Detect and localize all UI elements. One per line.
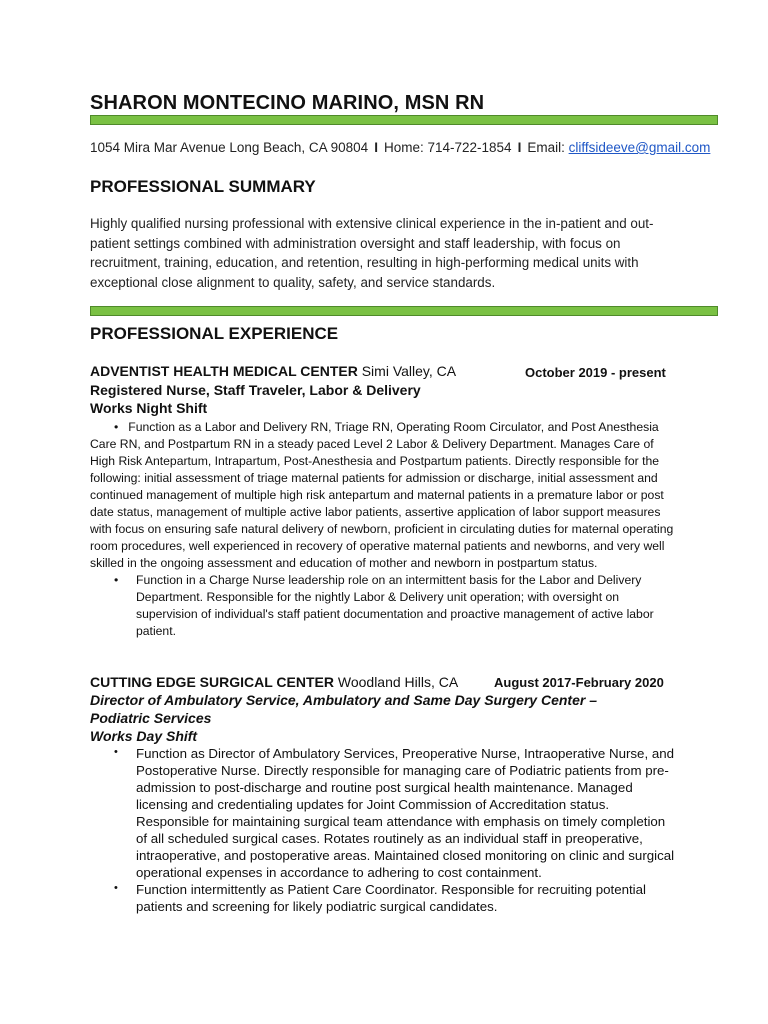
job-1-header: [90, 363, 456, 379]
job-2-role-line-2: Podiatric Services: [90, 710, 212, 726]
job-2-role-line-1: Director of Ambulatory Service, Ambulatory and Same Day Surgery Center –: [90, 692, 598, 708]
list-item: [90, 419, 676, 572]
job-2-bullets: [114, 745, 676, 915]
email-link[interactable]: cliffsideeve@gmail.com: [568, 140, 711, 155]
job-2-location: Woodland Hills, CA: [337, 674, 459, 690]
candidate-name: SHARON MONTECINO MARINO, MSN RN: [90, 92, 485, 114]
experience-heading: PROFESSIONAL EXPERIENCE: [90, 324, 339, 343]
bullet-text: Function intermittently as Patient Care Coordinator. Responsible for recruiting potential patients and screening for likely podiatric surgical candidates.: [136, 882, 646, 914]
job-1-organization: ADVENTIST HEALTH MEDICAL CENTER: [90, 363, 358, 379]
bullet-glyph: •: [114, 882, 118, 894]
job-2-shift: Works Day Shift: [90, 728, 198, 744]
list-item: [114, 745, 676, 881]
bullet-glyph: •: [114, 573, 119, 587]
home-phone: Home: 714-722-1854: [383, 140, 512, 155]
job-1-bullets: [90, 419, 676, 640]
summary-divider-bar: [90, 306, 718, 316]
bullet-glyph: •: [114, 746, 118, 758]
address: 1054 Mira Mar Avenue Long Beach, CA 90804: [90, 140, 369, 155]
job-1-shift: Works Night Shift: [90, 400, 208, 416]
bullet-glyph: •: [114, 420, 119, 434]
bullet-text: Function as Director of Ambulatory Services, Preoperative Nurse, Intraoperative Nurse, and Postoperative Nurse. Directly responsible for managing care of Podiatric patients from pre-admission to post-discharge and routine post surgical health maintenance. Managed licensing and credentialing updates for Joint Commission of Accreditation status. Responsible for maintaining surgical team attendance with emphasis on timely completion of all scheduled surgical cases. Rotates routinely as an individual staff in preoperative, intraoperative, and postoperative areas. Maintained closed monitoring on clinic and surgical operational expenses in accordance to adhering to cost containment.: [136, 746, 675, 880]
job-1-role: Registered Nurse, Staff Traveler, Labor & Delivery: [90, 382, 421, 398]
job-2-header: [90, 674, 458, 690]
bullet-text: Function in a Charge Nurse leadership role on an intermittent basis for the Labor and Delivery Department. Responsible for the nightly Labor & Delivery unit operation; with oversight on supervision of individual's staff patient documentation and proactive management of active labor patient.: [136, 573, 654, 638]
job-2-organization: CUTTING EDGE SURGICAL CENTER: [90, 674, 334, 690]
bullet-text: Function as a Labor and Delivery RN, Triage RN, Operating Room Circulator, and Post Anesthesia Care RN, and Postpartum RN in a steady paced Level 2 Labor & Delivery Department. Manages Care of High Risk Antepartum, Intrapartum, Post-Anesthesia and Postpartum patients. Directly responsible for the following: initial assessment of triage maternal patients for admission or discharge, initial assessment and continued management of multiple high risk antepartum and maternal patients in a premature labor or post date status, management of multiple active labor patients, assertive application of labor support measures with focus on ensuring safe natural delivery of newborn, proficient in circulating duties for maternal operating room procedures, well experienced in recovery of operative maternal patients and newborns, and very well skilled in the ongoing assessment and education of mother and newborn in postpartum status.: [90, 420, 674, 570]
email-label: Email:: [527, 140, 565, 155]
separator: I: [374, 140, 378, 155]
job-1-location: Simi Valley, CA: [361, 363, 457, 379]
contact-line: [90, 140, 710, 155]
summary-heading: PROFESSIONAL SUMMARY: [90, 177, 316, 196]
summary-text: Highly qualified nursing professional with extensive clinical experience in the in-patient and out-patient settings combined with administration oversight and staff leadership, with focus on recruitment, training, education, and retention, resulting in high-performing medical units with exceptional close alignment to quality, safety, and service standards.: [90, 216, 654, 290]
job-1-dates: October 2019 - present: [525, 365, 666, 380]
job-2-dates: August 2017-February 2020: [494, 675, 664, 690]
separator: I: [517, 140, 522, 155]
list-item: [90, 572, 676, 640]
list-item: [114, 881, 676, 915]
header-divider-bar: [90, 115, 718, 125]
